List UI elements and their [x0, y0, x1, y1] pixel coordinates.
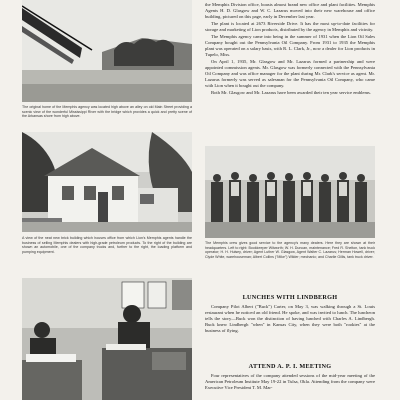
group-photo-caption: The Memphis crew gives good service to the agency's many dealers. Here they are shown at their headquarters. Left to right: Bookkeeper Witworth; W. H. Duncan, maintenance; Fred R. Shelton, tank truck operator; H. H. Hulsey, driver; Agent Luther W. Glasgow, Agent Walter C. Lazarus; Herman Howell, driver; Clyde White, warehouseman; Albert Collins ("Mike") Wilder; mechanic; and Charlie Gillis, tank truck driver.: [205, 241, 375, 259]
lunches-heading: LUNCHES WITH LINDBERGH: [242, 294, 338, 301]
api-article: [205, 373, 375, 392]
api-heading: ATTEND A. P. I. MEETING: [248, 363, 332, 370]
bridge-photo: [22, 0, 192, 102]
group-photo: [205, 146, 375, 238]
intro-paragraph-3: The Memphis agency came into being in the summer of 1931 when the Lion Oil Sales Company bought out the Pennsylvania Oil Company. From 1931 to 1935 the Memphis plant was operated on a salary basis, with R. L. Clark, Jr., now a dealer for Lion products in Tupelo, Miss.: [205, 34, 375, 57]
intro-paragraph-2: The plant is located at 2673 Riverside Drive. It has the most up-to-date facilities for storage and marketing of Lion products, distributed by the agency in Memphis and vicinity.: [205, 21, 375, 32]
building-photo: [22, 132, 192, 232]
intro-paragraph-4: On April 1, 1935, Mr. Glasgow and Mr. Lazarus formed a partnership and were appointed commission agents. Mr. Glasgow was formerly connected with the Pennsylvania Oil Company and was office manager for the plant during Mr. Clark's service as agent. Mr. Lazarus formerly was served as salesman for the Pennsylvania Oil Company, who came with Lion when it bought out the company.: [205, 59, 375, 88]
api-paragraph: Four representatives of the company attended sessions of the mid-year meeting of the American Petroleum Institute May 19-22 in Tulsa, Okla. Attending from the company were Executive Vice President T. M. Mar-: [205, 373, 375, 390]
office-photo: [22, 278, 192, 400]
lunches-paragraph: Company Pilot Albert ("Buck") Carter, on May 3, was walking through a St. Louis restaurant when he noticed an old friend. He spoke, and was invited to lunch. The luncheon tells the story—Buck won the distinction of having lunched with Charles A. Lindbergh. Buck knew Lindbergh "when" in Kansas City, when they were both "rookies" at the business of flying.: [205, 304, 375, 333]
intro-paragraph-1: the Memphis Division office, boasts almost brand new office and plant facilities. Memphis Agents H. D. Glasgow and W. C. Lazarus moved into their new warehouse and office building, pictured on this page, early in December last year.: [205, 2, 375, 19]
bridge-photo-caption: The original home of the Memphis agency was located high above an alley on old Main Street providing a scenic view of the wonderful Mississippi River with the bridge which provides a quick and pretty scene of the Arkansas shore from high above.: [22, 105, 192, 119]
intro-paragraph-5: Both Mr. Glasgow and Mr. Lazarus have been awarded their ten year service emblems.: [211, 90, 371, 95]
intro-article: [205, 2, 375, 97]
lunches-article: [205, 304, 375, 335]
building-photo-caption: A view of the neat new brick building which houses office from which Lion's Memphis agents handle the business of selling Memphis dealers with high-grade petroleum products. To the right of the building are shown an automobile, one of the company trucks and, further to the right, the loading platform and pumping equipment.: [22, 236, 192, 254]
